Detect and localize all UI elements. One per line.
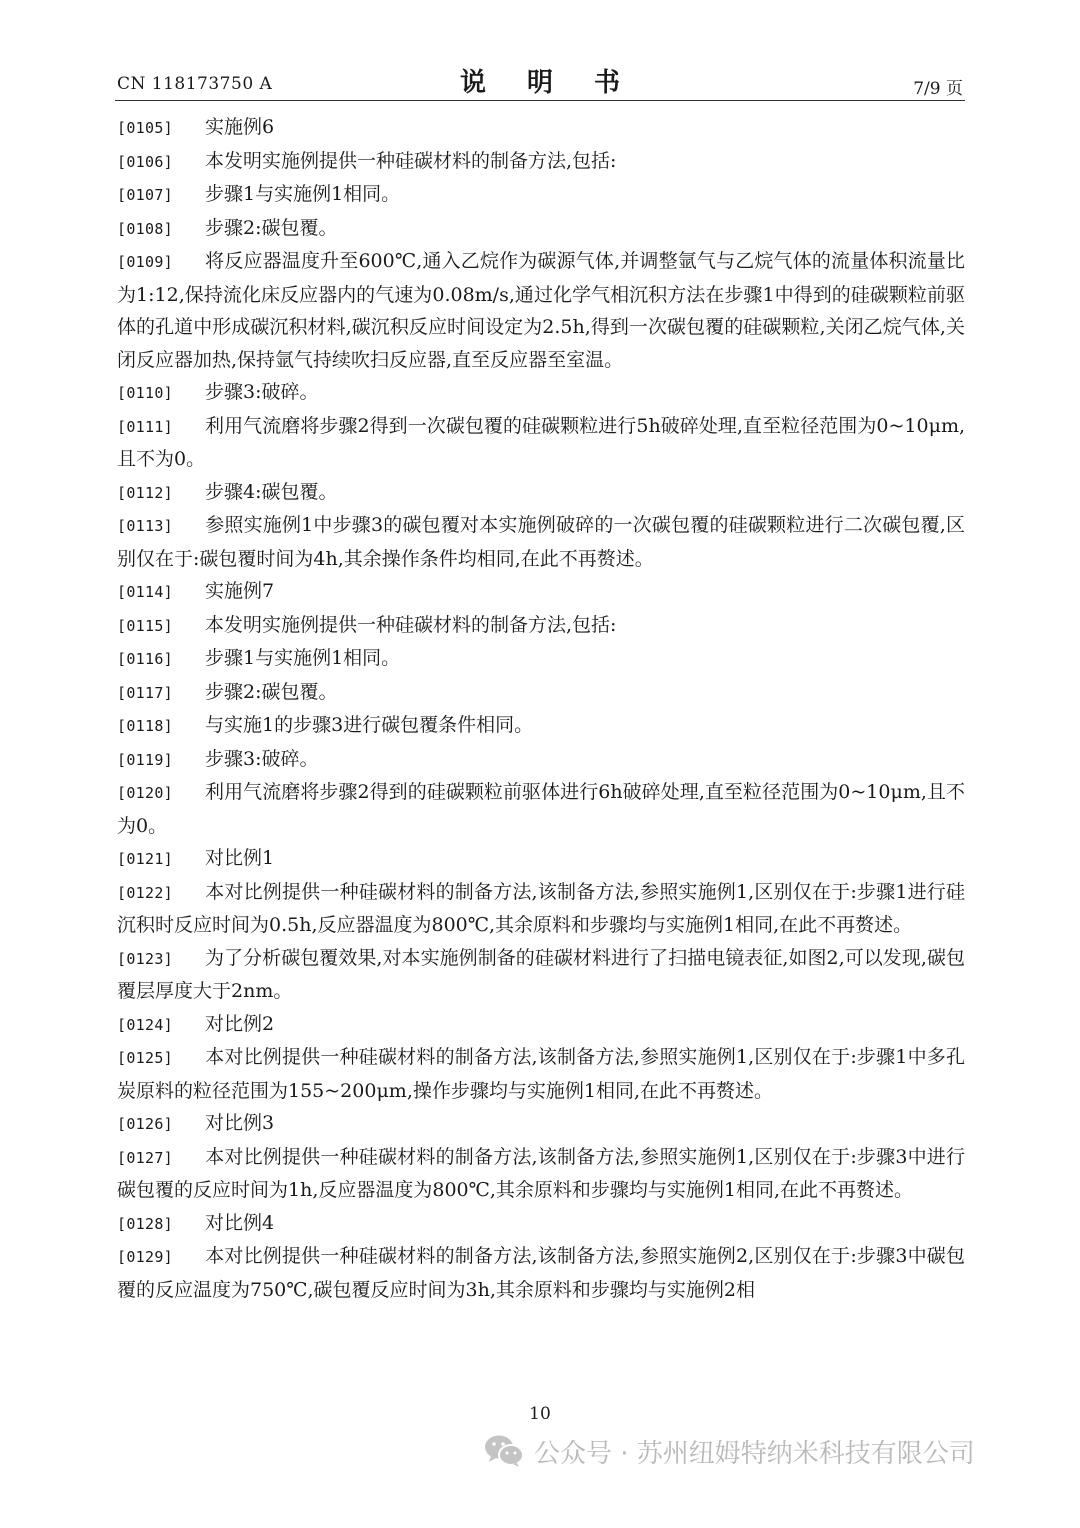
paragraph-number: [0115] — [117, 616, 173, 635]
paragraph-text: 对比例4 — [205, 1211, 275, 1234]
paragraph-number: [0124] — [117, 1015, 173, 1034]
paragraph-number: [0122] — [117, 883, 173, 902]
paragraph-text: 本对比例提供一种硅碳材料的制备方法,该制备方法,参照实施例1,区别仅在于:步骤1中多孔炭原料的粒径范围为155~200μm,操作步骤均与实施例1相同,在此不再赘述。 — [117, 1046, 965, 1102]
paragraph-number: [0118] — [117, 717, 173, 735]
paragraph — [117, 1107, 965, 1141]
paragraph — [117, 111, 965, 145]
paragraph-text: 步骤1与实施例1相同。 — [205, 647, 401, 669]
paragraph-text: 对比例3 — [205, 1112, 275, 1134]
paragraph-number: [0119] — [117, 750, 173, 769]
paragraph-text: 本发明实施例提供一种硅碳材料的制备方法,包括: — [205, 149, 617, 172]
paragraph — [117, 245, 965, 376]
paragraph-number: [0125] — [117, 1049, 173, 1067]
paragraph-number: [0105] — [117, 119, 173, 137]
paragraph-text: 将反应器温度升至600℃,通入乙烷作为碳源气体,并调整氩气与乙烷气体的流量体积流量比为1:12,保持流化床反应器内的气速为0.08m/s,通过化学气相沉积方法在步骤1中得到的硅碳颗粒前驱体的孔道中形成碳沉积材料,碳沉积反应时间设定为2.5h,得到一次碳包覆的硅碳颗粒,关闭乙烷气体,关闭反应器加热,保持氩气持续吹扫反应器,直至反应器至室温。 — [117, 250, 965, 371]
paragraph-text: 对比例1 — [205, 847, 275, 869]
page-indicator: 7/9 页 — [913, 79, 963, 99]
paragraph-text: 本发明实施例提供一种硅碳材料的制备方法,包括: — [205, 613, 617, 636]
paragraph-number: [0120] — [117, 784, 173, 802]
paragraph — [117, 476, 965, 510]
paragraph-number: [0129] — [117, 1248, 173, 1266]
paragraph — [117, 776, 965, 842]
paragraph — [117, 642, 965, 676]
paragraph — [117, 743, 965, 777]
paragraph-number: [0109] — [117, 253, 173, 271]
paragraph-text: 实施例7 — [205, 580, 275, 602]
paragraph — [117, 1240, 965, 1306]
paragraph-text: 利用气流磨将步骤2得到一次碳包覆的硅碳颗粒进行5h破碎处理,直至粒径范围为0~10μm,且不为0。 — [117, 414, 965, 470]
paragraph — [117, 709, 965, 743]
header-divider — [115, 100, 965, 101]
paragraph-number: [0111] — [117, 417, 173, 436]
paragraph — [117, 1041, 965, 1107]
paragraph-number: [0110] — [117, 384, 173, 402]
paragraph-number: [0107] — [117, 186, 173, 204]
document-body — [117, 111, 965, 1306]
paragraph-text: 本对比例提供一种硅碳材料的制备方法,该制备方法,参照实施例2,区别仅在于:步骤3中碳包覆的反应温度为750℃,碳包覆反应时间为3h,其余原料和步骤均与实施例2相 — [117, 1245, 965, 1301]
wechat-icon — [484, 1434, 524, 1468]
paragraph-number: [0114] — [117, 583, 173, 601]
paragraph-number: [0113] — [117, 517, 173, 535]
paragraph — [117, 842, 965, 876]
paragraph — [117, 876, 965, 942]
paragraph — [117, 145, 965, 179]
page-number: 10 — [529, 1404, 551, 1424]
paragraph — [117, 676, 965, 710]
paragraph-number: [0121] — [117, 850, 173, 868]
paragraph-number: [0128] — [117, 1214, 173, 1233]
paragraph — [117, 1008, 965, 1042]
paragraph — [117, 1207, 965, 1241]
paragraph-number: [0116] — [117, 650, 173, 668]
paragraph-text: 步骤1与实施例1相同。 — [205, 183, 401, 205]
paragraph-number: [0123] — [117, 949, 173, 968]
paragraph — [117, 376, 965, 410]
paragraph — [117, 942, 965, 1008]
paragraph-number: [0112] — [117, 483, 173, 502]
paragraph-text: 参照实施例1中步骤3的碳包覆对本实施例破碎的一次碳包覆的硅碳颗粒进行二次碳包覆,区别仅在于:碳包覆时间为4h,其余操作条件均相同,在此不再赘述。 — [117, 514, 965, 570]
paragraph-text: 为了分析碳包覆效果,对本实施例制备的硅碳材料进行了扫描电镜表征,如图2,可以发现,碳包覆层厚度大于2nm。 — [117, 946, 965, 1002]
paragraph — [117, 509, 965, 575]
paragraph-text: 步骤2:碳包覆。 — [205, 680, 338, 703]
paragraph — [117, 410, 965, 476]
paragraph — [117, 178, 965, 212]
paragraph-text: 本对比例提供一种硅碳材料的制备方法,该制备方法,参照实施例1,区别仅在于:步骤3中进行碳包覆的反应时间为1h,反应器温度为800℃,其余原料和步骤均与实施例1相同,在此不再赘述。 — [117, 1145, 965, 1201]
paragraph-text: 实施例6 — [205, 116, 275, 138]
paragraph-text: 对比例2 — [205, 1012, 275, 1035]
paragraph-text: 步骤3:破碎。 — [205, 381, 319, 403]
paragraph — [117, 212, 965, 246]
paragraph-number: [0108] — [117, 219, 173, 238]
watermark — [484, 1428, 975, 1474]
paragraph — [117, 575, 965, 609]
paragraph-text: 步骤2:碳包覆。 — [205, 216, 338, 239]
paragraph — [117, 1141, 965, 1207]
paragraph-number: [0126] — [117, 1115, 173, 1133]
paragraph — [117, 609, 965, 643]
paragraph-text: 与实施1的步骤3进行碳包覆条件相同。 — [205, 714, 534, 736]
watermark-text: 公众号 · 苏州纽姆特纳米科技有限公司 — [534, 1438, 975, 1469]
paragraph-number: [0127] — [117, 1148, 173, 1167]
paragraph-text: 利用气流磨将步骤2得到的硅碳颗粒前驱体进行6h破碎处理,直至粒径范围为0~10μm,且不为0。 — [117, 781, 965, 837]
paragraph-number: [0106] — [117, 152, 173, 171]
paragraph-number: [0117] — [117, 683, 173, 702]
patent-number: CN 118173750 A — [117, 74, 273, 94]
document-title: 说 明 书 — [459, 68, 637, 98]
paragraph-text: 步骤4:碳包覆。 — [205, 480, 338, 503]
paragraph-text: 步骤3:破碎。 — [205, 747, 319, 770]
paragraph-text: 本对比例提供一种硅碳材料的制备方法,该制备方法,参照实施例1,区别仅在于:步骤1进行硅沉积时反应时间为0.5h,反应器温度为800℃,其余原料和步骤均与实施例1相同,在此不再赘述。 — [117, 880, 965, 936]
